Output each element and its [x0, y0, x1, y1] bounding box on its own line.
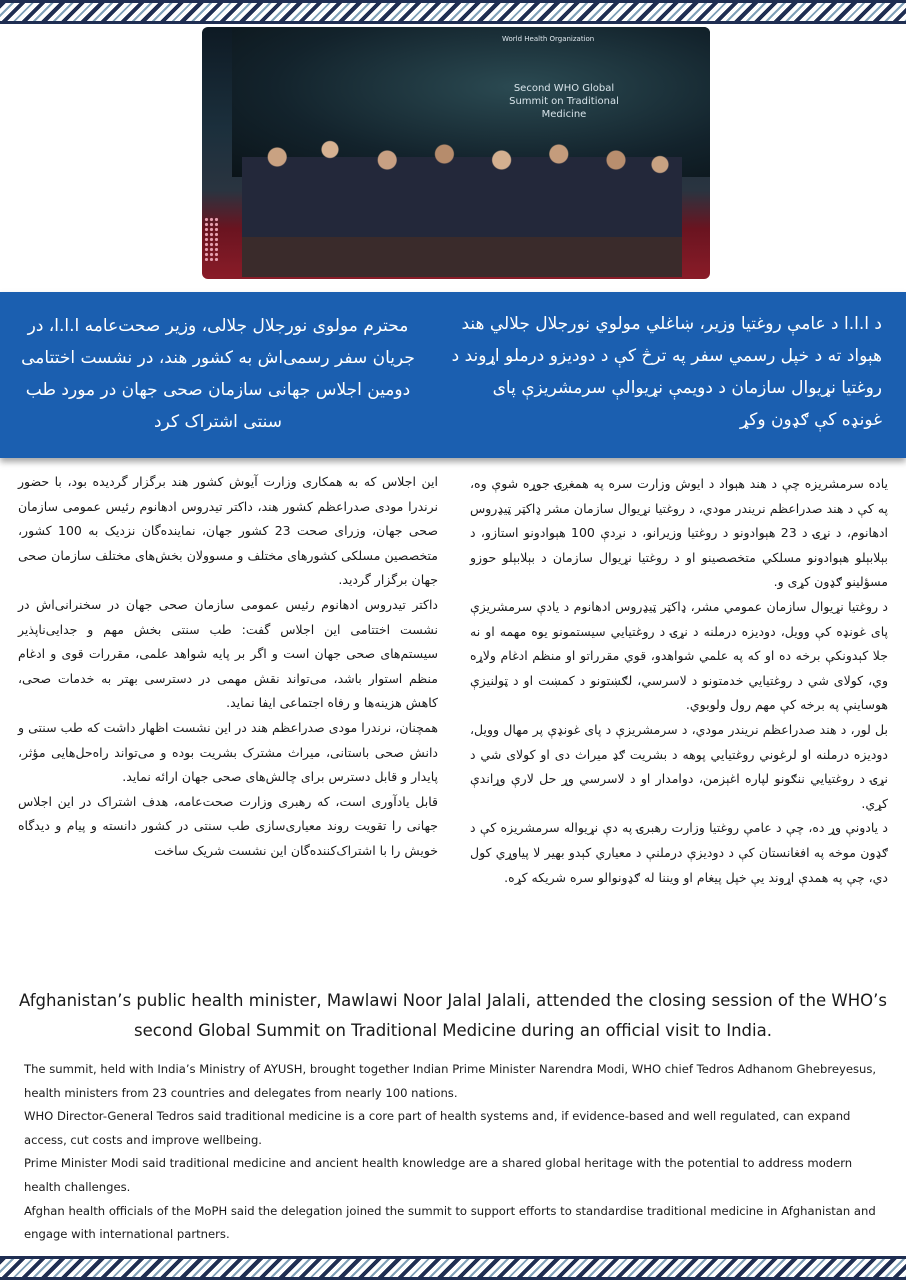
english-paragraph: Prime Minister Modi said traditional medicine and ancient health knowledge are a shared global heritage with the potential to address modern health challenges. — [24, 1156, 853, 1194]
top-decorative-border — [0, 0, 906, 24]
summit-group-photo — [202, 27, 710, 279]
english-headline: Afghanistan’s public health minister, Mawlawi Noor Jalal Jalali, attended the closing session of the WHO’s second Global Summit on Traditional Medicine during an official visit to India. — [19, 991, 887, 1040]
pashto-paragraph: د يادونې وړ ده، چې د عامې روغتيا وزارت رهبرۍ په دې نړيواله سرمشريزه کې د ګډون موخه په افغانستان کې د دوديزې درملنې د معياري کېدو بهير لا پياوړي کول دي، چې په همدې اړوند يې خپل پيغام او ويننا له ګډونوالو سره شريکه کړه. — [470, 820, 888, 885]
english-paragraph: Afghan health officials of the MoPH said the delegation joined the summit to support efforts to standardise traditional medicine in Afghanistan and engage with international partners. — [24, 1203, 876, 1242]
delegates-group — [242, 127, 682, 277]
persian-paragraph: این اجلاس که به همکاری وزارت آیوش کشور هند برگزار گردیده بود، با حضور نرندرا مودی صدراعظم کشور هند، داکتر تیدروس ادهانوم رئیس عمومی سازمان صحی جهان، وزرای صحت 23 کشور جهان، نماینده‌گان نزدیک به 100 کشور، متخصصین مسلکی کشورهای مختلف و مسوولان بخش‌های مختلف سازمان صحی جهان برگزار گردید. — [18, 474, 438, 588]
decorative-dots — [204, 217, 218, 261]
pashto-paragraph: یاده سرمشريزه چې د هند هېواد د ايوش وزارت سره په همغږۍ جوړه شوې وه، په کې د هند صدراعظم نريندر مودي، د روغتيا نړيوال سازمان مشر ډاکټر ټيډروس ادهانوم، د نړۍ د 23 هېوادونو د روغتيا وزيرانو، د نږدې 100 هېوادونو استازو، د بېلابېلو هېوادونو مسلکي متخصصينو او د روغتيا نړيوال سازمان د بېلابېلو حوزو مسؤلينو ګډون کړی و. — [470, 476, 888, 590]
pashto-article-column — [470, 472, 888, 890]
who-logo-label: World Health Organization — [502, 35, 595, 43]
pashto-paragraph: د روغتيا نړيوال سازمان عمومي مشر، ډاکټر ټيډروس ادهانوم د يادې سرمشريزې پای غونډه کې وويل، دوديزه درملنه د نړۍ د روغتيايي سيستمونو يوه مهمه او نه جلا کېدونکې برخه ده او که په علمي شواهدو، قوي مقرراتو او منظم ادغام ولاړه وي، کولای شي د روغتيايي خدمتونو د لاسرسي، لګښتونو د کمښت او د ټولنيزې هوساينې په برخه کې مهم رول ولوبوي. — [470, 598, 888, 713]
english-paragraph: WHO Director-General Tedros said traditional medicine is a core part of health systems and, if evidence-based and well regulated, can expand access, cut costs and improve wellbeing. — [24, 1109, 851, 1147]
english-paragraph: The summit, held with India’s Ministry of AYUSH, brought together Indian Prime Minister Narendra Modi, WHO chief Tedros Adhanom Ghebreyesus, health ministers from 23 countries and delegates from nearly 100 nations. — [24, 1062, 877, 1100]
backdrop-title: Second WHO Global Summit on Traditional Medicine — [509, 83, 619, 120]
banner-pashto-headline: د ا.ا.ا د عامې روغتیا وزیر، ښاغلي مولوي نورجلال جلالي هند هېواد ته د خپل رسمي سفر په ترڅ کې د دوديزو درملو اړوند د روغتيا نړيوال سازمان د دويمې نړيوالې سرمشريزې پای غونډه کې ګډون وکړ — [451, 314, 882, 430]
persian-paragraph: داکتر تیدروس ادهانوم رئیس عمومی سازمان صحی جهان در سخنرانی‌اش در نشست اختتامی این اجلاس گفت: طب سنتی بخش مهم و جدایی‌ناپذیر سیستم‌های صحی جهان است و اگر بر پایه شواهد علمی، مقررات قوی و ادغام منظم استوار باشد، می‌تواند نقش مهمی در دسترسی بهتر به خدمات صحی، کاهش هزینه‌ها و رفاه اجتماعی ایفا نماید. — [18, 596, 438, 711]
persian-paragraph: قابل یادآوری است، که رهبری وزارت صحت‌عامه، هدف اشتراک در این اجلاس جهانی را تقویت روند معیاری‌سازی طب سنتی در کشور دانسته و پیام و دیدگاه خویش را با اشتراک‌کننده‌گان این نشست شریک ساخت — [18, 793, 438, 858]
pashto-paragraph: بل لور، د هند صدراعظم نريندر مودي، د سرمشريزې د پای غونډې پر مهال وويل، دوديزه درملنه او لرغوني روغتيايي پوهه د بشريت ګډ ميراث دی او کولای شي د نړۍ د روغتيايي ننګونو لپاره اغېزمن، دوامدار او د لاسرسي وړ حل لارې وړاندې کړي. — [470, 721, 888, 811]
persian-paragraph: همچنان، نرندرا مودی صدراعظم هند در این نشست اظهار داشت که طب سنتی و دانش صحی باستانی، میراث مشترک بشریت بوده و می‌تواند راه‌حل‌هایی مؤثر، پایدار و قابل دسترس برای چالش‌های صحی جهان ارائه نماید. — [18, 719, 438, 785]
bottom-decorative-border — [0, 1256, 906, 1280]
banner-persian-headline: محترم مولوی نورجلال جلالی، وزیر صحت‌عامه ا.ا.ا، در جریان سفر رسمی‌اش به کشور هند، در نشست اختتامی دومین اجلاس جهانی سازمان صحی جهان در مورد طب سنتی اشتراک کرد — [21, 316, 415, 432]
english-summary — [24, 1058, 882, 1247]
persian-article-column — [18, 470, 438, 864]
